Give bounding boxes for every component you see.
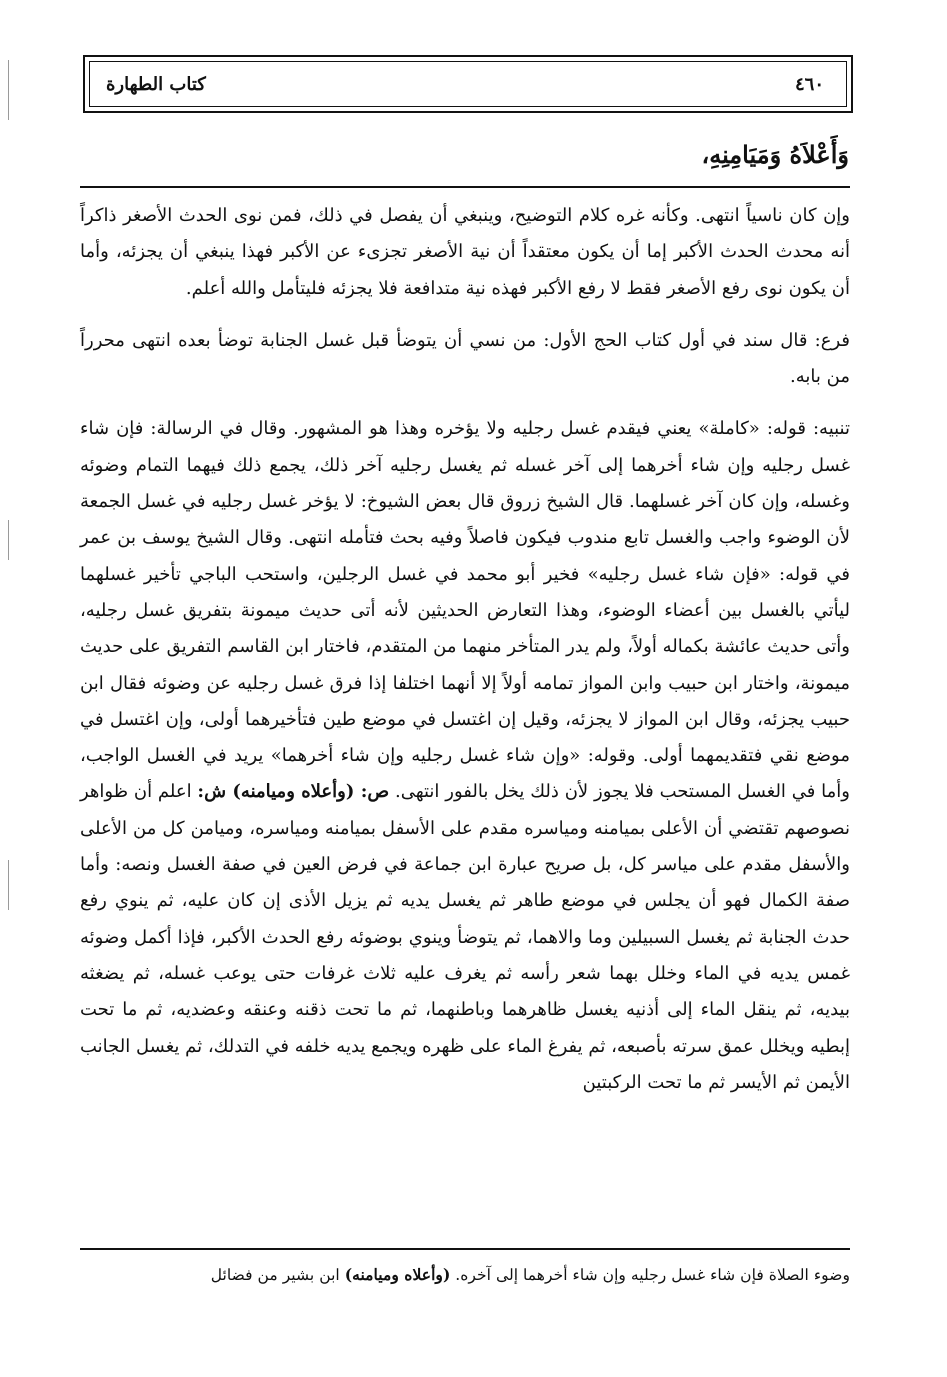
footnote-text: وضوء الصلاة فإن شاء غسل رجليه وإن شاء أخرهما إلى آخره. [455,1266,850,1284]
scan-edge-mark [8,520,9,560]
commentary-body [80,198,850,1101]
paragraph-note [80,411,850,1101]
paragraph-intention: وإن كان ناسياً انتهى. وكأنه غره كلام التوضيح، وينبغي أن يفصل في ذلك، فمن نوى الحدث الأصغر ذاكراً أنه محدث الحدث الأكبر إما أن يكون معتقداً أن نية الأصغر تجزىء عن الأكبر فهذا ينبغي أن يجزئه، وأما أن يكون نوى رفع الأصغر فقط لا رفع الأكبر فهذه نية متدافعة فلا يجزئه فليتأمل والله أعلم. [80,205,850,299]
matn-separator-rule [80,186,850,188]
paragraph-branch: فرع: قال سند في أول كتاب الحج الأول: من نسي أن يتوضأ قبل غسل الجنابة توضأ بعده انتهى محرراً من بابه. [80,329,850,388]
running-title: كتاب الطهارة [106,74,206,95]
footnote-text-continued: ابن بشير من فضائل [210,1266,340,1284]
footnote [80,1262,850,1288]
note-text: تنبيه: قوله: «كاملة» يعني فيقدم غسل رجليه ولا يؤخره وهذا هو المشهور. وقال في الرسالة: فإن شاء غسل رجليه وإن شاء أخرهما إلى آخر غسله ثم يغسل رجليه آخر ذلك، يجمع ذلك فيهما التمام وضوئه وغسله، وإن كان آخر غسلهما. قال الشيخ زروق قال بعض الشيوخ: لا يؤخر غسل رجليه في غسل الجمعة لأن الوضوء واجب والغسل تابع مندوب فيكون فاصلاً وفيه بحث فتأمله انتهى. وقال الشيخ يوسف بن عمر في قوله: «فإن شاء غسل رجليه» فخير أبو محمد في غسل الرجلين، واستحب الباجي تأخير غسلهما ليأتي بالغسل بين أعضاء الوضوء، وهذا التعارض الحديثين لأنه أتى حديث ميمونة بتفريق غسل رجليه، وأتى حديث عائشة بكماله أولاً، ولم يدر المتأخر منهما من المتقدم، فاختار ابن القاسم التفريق على حديث ميمونة، واختار ابن حبيب وابن المواز تمامه أولاً إلا أنهما اختلفا إذا فرق غسل رجليه عن وضوئه فقال ابن حبيب يجزئه، وقال ابن المواز لا يجزئه، وقيل إن اغتسل في موضع طين فتأخيرهما أولى، وإن اغتسل في موضع نقي فتقديمهما أولى. وقوله: «وإن شاء غسل رجليه وإن شاء أخرهما» يريد في الغسل الواجب، وأما في الغسل المستحب فلا يجوز لأن ذلك يخل بالفور انتهى. [80,418,850,803]
commentary-text: اعلم أن ظواهر نصوصهم تقتضي أن الأعلى بميامنه ومياسره مقدم على الأسفل بميامنه ومياسره، وميامن كل من الأعلى والأسفل مقدم على مياسر كل، بل صريح عبارة ابن جماعة في فرض العين في صفة الغسل ونصه: وأما صفة الكمال فهو أن يجلس في موضع طاهر ثم يغسل يديه ثم يزيل الأذى إن كان عليه، ثم ينوي رفع حدث الجنابة ثم يغسل السبيلين وما والاهما، ثم يتوضأ وينوي بوضوئه رفع الحدث الأكبر، فإذا أكمل وضوئه غمس يديه في الماء وخلل بهما شعر رأسه ثم يغرف عليه ثلاث غرفات حتى يوعب غسله، ثم يضغثه بيديه، ثم ينقل الماء إلى أذنيه يغسل ظاهرهما وباطنهما، ثم ما تحت ذقنه وعنقه وعضديه، ثم ما تحت إبطيه ويخلل عمق سرته بأصبعه، ثم يفرغ الماء على ظهره ويجمع يديه خلفه في التدلك، ثم يغسل الجانب الأيمن ثم الأيسر ثم ما تحت الركبتين [80,781,850,1093]
matn-quote: ص: (وأعلاه وميامنه) ش: [197,781,390,803]
page-number: ٤٦٠ [794,74,824,95]
footnote-separator-rule [80,1248,850,1250]
header-inner-frame [89,61,847,107]
footnote-quote: (وأعلاه وميامنه) [344,1265,451,1284]
matn-text: وَأَعْلاَهُ وَمَيَامِنِهِ، [701,140,849,169]
scan-edge-mark [8,860,9,910]
page-header [83,55,853,113]
scan-edge-mark [8,60,9,120]
